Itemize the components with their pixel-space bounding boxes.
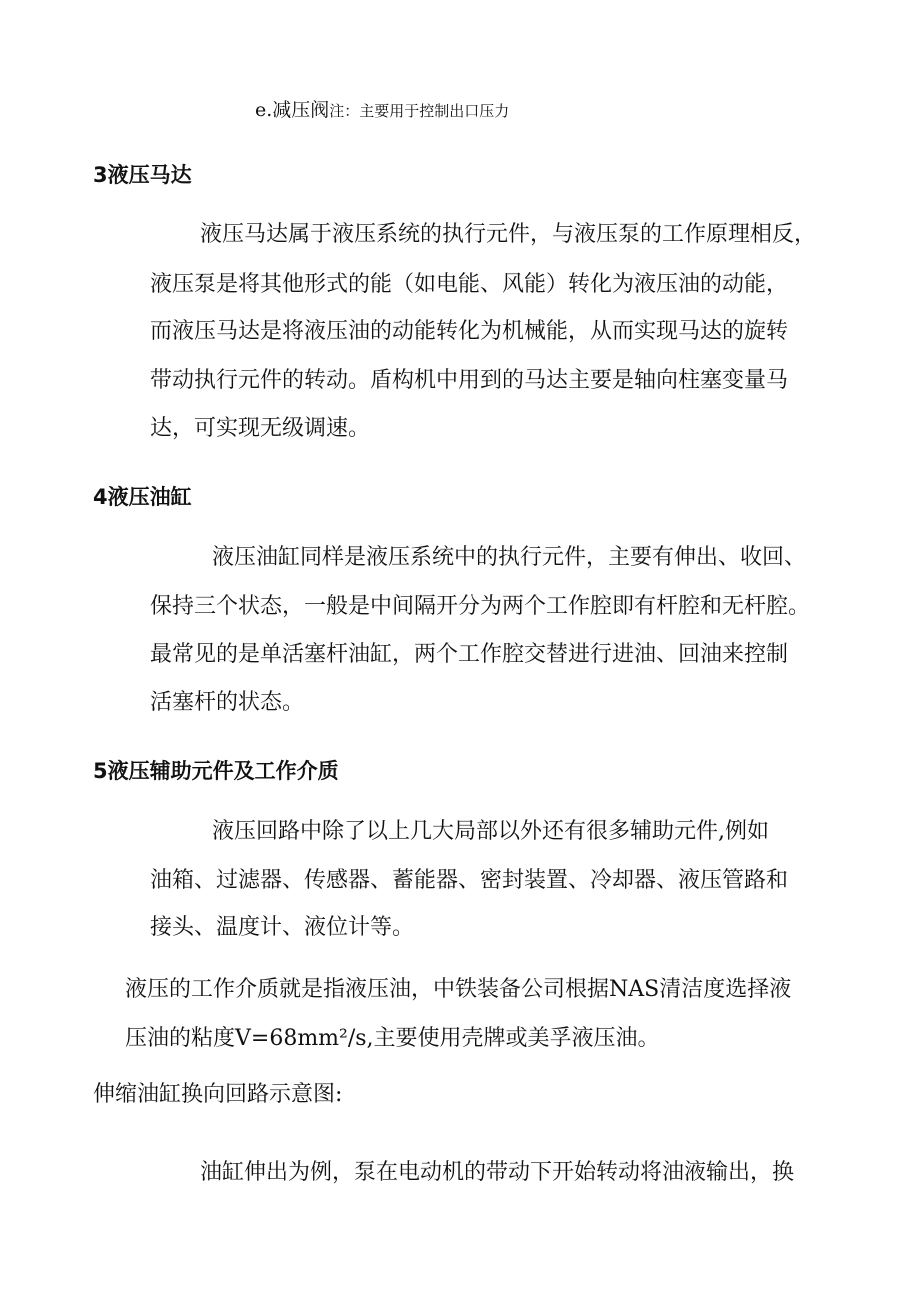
top-note-text: 注：主要用于控制出口压力 — [329, 102, 510, 120]
paragraph-line: 液压马达属于液压系统的执行元件，与液压泵的工作原理相反， — [200, 222, 817, 247]
paragraph-line: 液压回路中除了以上几大局部以外还有很多辅助元件,例如 — [212, 819, 769, 844]
paragraph-line: 带动执行元件的转动。盾构机中用到的马达主要是轴向柱塞变量马 — [150, 368, 789, 393]
paragraph-line: 接头、温度计、液位计等。 — [150, 915, 415, 940]
diagram-caption: 伸缩油缸换向回路示意图: — [93, 1082, 343, 1107]
paragraph-line: 油箱、过滤器、传感器、蓄能器、密封装置、冷却器、液压管路和 — [150, 868, 789, 893]
paragraph-line: 活塞杆的状态。 — [150, 690, 305, 715]
paragraph-line: 液压油缸同样是液压系统中的执行元件，主要有伸出、收回、 — [212, 545, 807, 570]
paragraph-line: 保持三个状态，一般是中间隔开分为两个工作腔即有杆腔和无杆腔。 — [150, 594, 811, 619]
paragraph-line: 达，可实现无级调速。 — [150, 416, 371, 441]
paragraph-line: 压油的粘度V=68mm²/s,主要使用壳牌或美孚液压油。 — [125, 1026, 660, 1051]
paragraph-line: 油缸伸出为例，泵在电动机的带动下开始转动将油液输出，换 — [200, 1160, 795, 1185]
section-heading-hydraulic-cylinder: 4液压油缸 — [93, 485, 192, 509]
section-heading-hydraulic-motor: 3液压马达 — [93, 163, 192, 187]
paragraph-line: 液压的工作介质就是指液压油，中铁装备公司根据NAS清洁度选择液 — [125, 977, 792, 1002]
paragraph-line: 最常见的是单活塞杆油缸，两个工作腔交替进行进油、回油来控制 — [150, 642, 789, 667]
paragraph-line: 液压泵是将其他形式的能（如电能、风能）转化为液压油的动能， — [150, 272, 789, 297]
paragraph-line: 而液压马达是将液压油的动能转化为机械能，从而实现马达的旋转 — [150, 319, 789, 344]
top-note-item: e.减压阀 — [255, 99, 330, 121]
section-heading-auxiliary-components: 5液压辅助元件及工作介质 — [93, 759, 339, 783]
top-note — [255, 95, 509, 126]
